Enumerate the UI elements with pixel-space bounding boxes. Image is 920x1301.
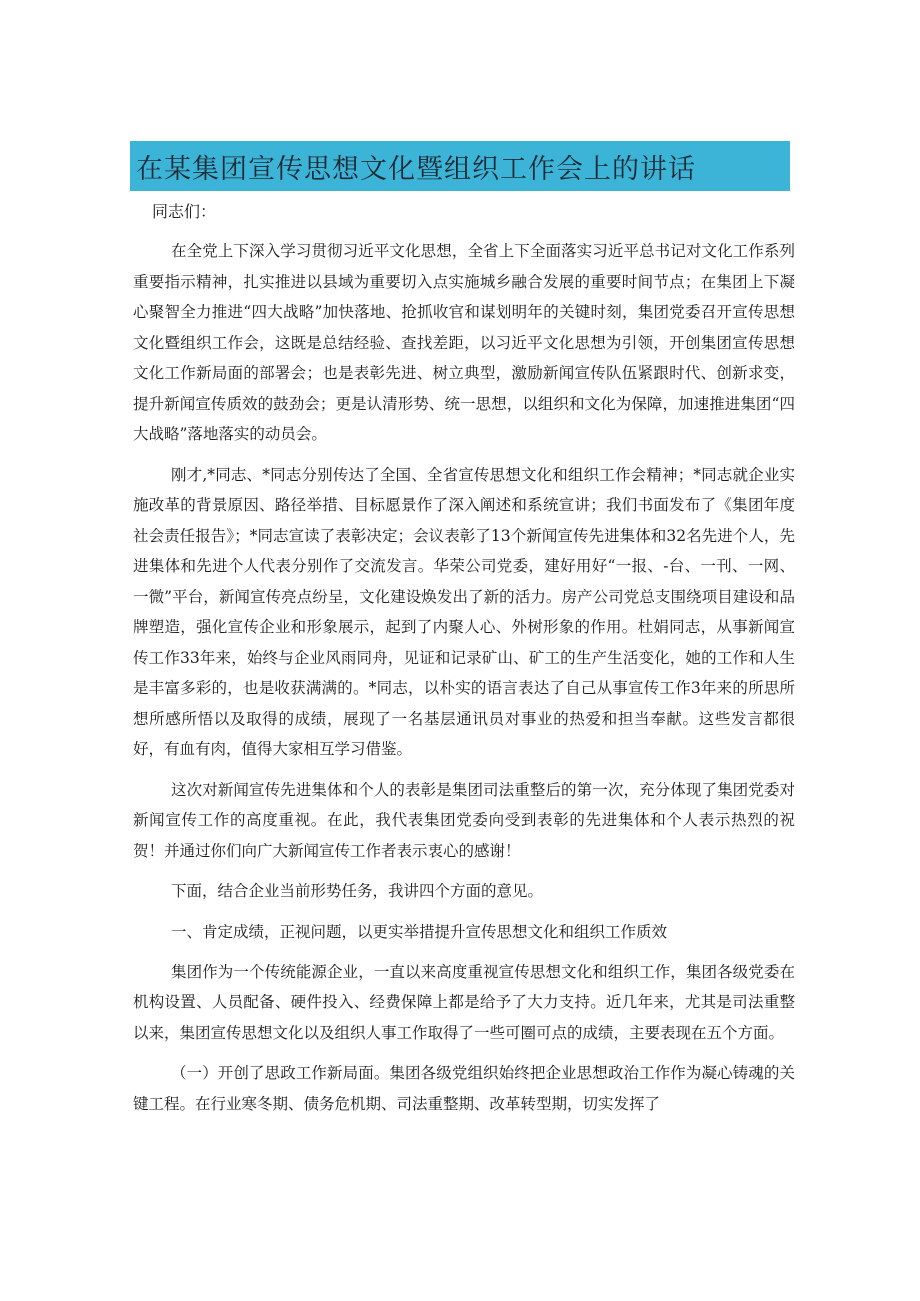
document-body xyxy=(133,202,795,1129)
paragraph: 在全党上下深入学习贯彻习近平文化思想，全省上下全面落实习近平总书记对文化工作系列重要指示精神，扎实推进以县域为重要切入点实施城乡融合发展的重要时间节点；在集团上下凝心聚智全力推进“四大战略”加快落地、抢抓收官和谋划明年的关键时刻，集团党委召开宣传思想文化暨组织工作会，这既是总结经验、查找差距，以习近平文化思想为引领，开创集团宣传思想文化工作新局面的部署会；也是表彰先进、树立典型，激励新闻宣传队伍紧跟时代、创新求变，提升新闻宣传质效的鼓劲会；更是认清形势、统一思想，以组织和文化为保障，加速推进集团“四大战略”落地落实的动员会。 xyxy=(133,242,795,443)
document-title: 在某集团宣传思想文化暨组织工作会上的讲话 xyxy=(136,153,696,185)
section-heading: 一、肯定成绩，正视问题，以更实举措提升宣传思想文化和组织工作质效 xyxy=(171,922,668,941)
title-banner xyxy=(130,141,790,191)
paragraph: （一）开创了思政工作新局面。集团各级党组织始终把企业思想政治工作作为凝心铸魂的关键工程。在行业寒冬期、债务危机期、司法重整期、改革转型期，切实发挥了 xyxy=(133,1064,795,1113)
paragraph: 下面，结合企业当前形势任务，我讲四个方面的意见。 xyxy=(171,882,544,900)
paragraph: 集团作为一个传统能源企业，一直以来高度重视宣传思想文化和组织工作，集团各级党委在机构设置、人员配备、硬件投入、经费保障上都是给予了大力支持。近几年来，尤其是司法重整以来，集团宣传思想文化以及组织人事工作取得了一些可圈可点的成绩，主要表现在五个方面。 xyxy=(133,962,795,1042)
salutation: 同志们： xyxy=(152,202,217,221)
paragraph: 这次对新闻宣传先进集体和个人的表彰是集团司法重整后的第一次，充分体现了集团党委对新闻宣传工作的高度重视。在此，我代表集团党委向受到表彰的先进集体和个人表示热烈的祝贺！并通过你们向广大新闻宣传工作者表示衷心的感谢！ xyxy=(133,780,795,860)
paragraph: 刚才,*同志、*同志分别传达了全国、全省宣传思想文化和组织工作会精神；*同志就企业实施改革的背景原因、路径举措、目标愿景作了深入阐述和系统宣讲；我们书面发布了《集团年度社会责任报告》；*同志宣读了表彰决定；会议表彰了13个新闻宣传先进集体和32名先进个人，先进集体和先进个人代表分别作了交流发言。华荣公司党委，建好用好“一报、-台、一刊、一网、一微”平台，新闻宣传亮点纷呈，文化建设焕发出了新的活力。房产公司党总支围绕项目建设和品牌塑造，强化宣传企业和形象展示，起到了内聚人心、外树形象的作用。杜娟同志，从事新闻宣传工作33年来，始终与企业风雨同舟，见证和记录矿山、矿工的生产生活变化，她的工作和人生是丰富多彩的，也是收获满满的。*同志，以朴实的语言表达了自己从事宣传工作3年来的所思所想所感所悟以及取得的成绩，展现了一名基层通讯员对事业的热爱和担当奉献。这些发言都很好，有血有肉，值得大家相互学习借鉴。 xyxy=(133,465,795,758)
